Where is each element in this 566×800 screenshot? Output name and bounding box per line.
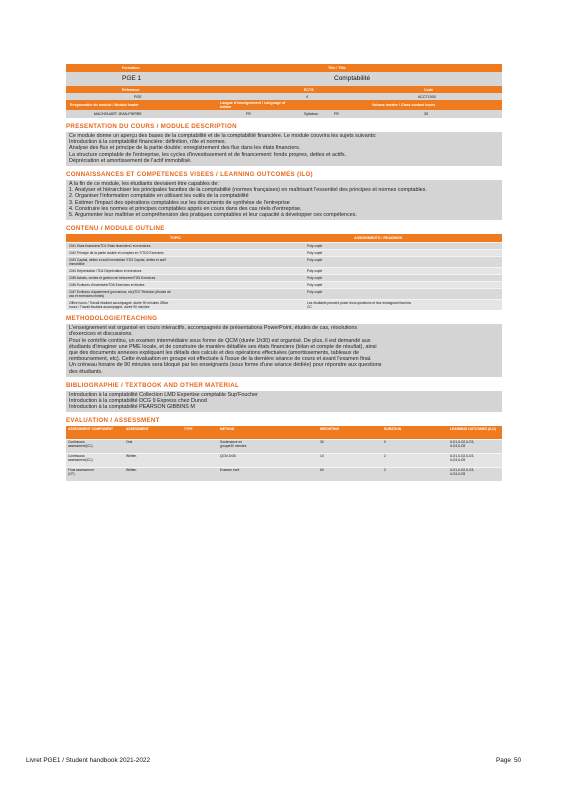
eval-duration: 2 bbox=[384, 468, 386, 473]
eval-assessment: Written bbox=[126, 454, 137, 459]
eval-method: Examen écrit bbox=[220, 468, 240, 473]
table-row bbox=[66, 439, 502, 453]
eval-weighting: 30 bbox=[320, 440, 324, 445]
table-row bbox=[66, 267, 502, 274]
reference-label: Reference bbox=[122, 87, 140, 92]
bibliography-body bbox=[66, 391, 502, 413]
reference-row bbox=[66, 93, 502, 100]
syllabus-value: FR bbox=[334, 112, 339, 116]
learning-outcomes-body bbox=[66, 180, 502, 220]
code-value: ACCT1000 bbox=[418, 94, 436, 99]
table-row bbox=[66, 281, 502, 288]
eval-method: Soutenance en bbox=[220, 440, 243, 445]
eval-method: groupe30 minutes bbox=[220, 444, 247, 449]
eval-header-component: ASSESSMENT COMPONENT bbox=[68, 427, 114, 432]
formation-label: Formation bbox=[122, 66, 140, 70]
topic-cell: CM3 Capital, dettes et actif immobilisé /TD3 Capital, dettes et actif bbox=[69, 258, 166, 263]
leader-value: MACHOUART JEAN-PIERRE bbox=[94, 112, 142, 116]
outcome-line: 2. Organiser l'information comptable en utilisant les outils de la comptabilité bbox=[69, 193, 249, 200]
language-value: FR bbox=[246, 112, 251, 116]
table-row bbox=[66, 288, 502, 299]
eval-component: Continuous bbox=[68, 440, 85, 445]
language-label: Langue d'enseignement / Language of tuition bbox=[220, 100, 286, 109]
table-row bbox=[66, 256, 502, 267]
presentation-line: Introduction à la comptabilité financière: définition, rôle et normes. bbox=[69, 139, 227, 146]
reading-cell: Poly copié bbox=[307, 290, 323, 295]
eval-assessment: Oral bbox=[126, 440, 133, 445]
formation-header-bar bbox=[66, 64, 502, 72]
topic-cell: CM1 Etats financiers/TD1 Etats financiers1 et exercices bbox=[69, 244, 151, 249]
table-row bbox=[66, 274, 502, 281]
eval-weighting: 60 bbox=[320, 468, 324, 473]
formation-row bbox=[66, 72, 502, 86]
eval-duration: 0 bbox=[384, 440, 386, 445]
eval-header-assessment: ASSESSMENT bbox=[126, 427, 149, 432]
reference-header-bar bbox=[66, 86, 502, 93]
reading-cell: Les étudiants peuvent poser leurs questions et leur enseignant fournira bbox=[307, 301, 411, 306]
table-row bbox=[66, 299, 502, 310]
eval-ilo: ILO4,ILO5 bbox=[450, 472, 466, 477]
eval-ilo: ILO1,ILO2,ILO3, bbox=[450, 454, 475, 459]
evaluation-title: EVALUATION / ASSESSMENT bbox=[66, 417, 160, 425]
evaluation-header bbox=[66, 426, 502, 439]
eval-component: assessment(CC) bbox=[68, 458, 93, 463]
evaluation-table bbox=[66, 439, 502, 481]
eval-weighting: 10 bbox=[320, 454, 324, 459]
eval-ilo: ILO4,ILO5 bbox=[450, 444, 466, 449]
syllabus-page bbox=[66, 64, 502, 481]
topic-header: TOPIC bbox=[170, 236, 181, 241]
reading-cell: Poly copié bbox=[307, 258, 323, 263]
eval-header-ilo: LEARNING OUTCOMES (ILO) bbox=[450, 427, 496, 432]
methodology-line: L'enseignement est organisé en cours interactifs, accompagnés de présentations PowerPoint, études de cas, résolutions bbox=[69, 325, 358, 332]
eval-header-method: METHOD bbox=[220, 427, 235, 432]
table-row bbox=[66, 249, 502, 256]
assignments-header: ASSIGNMENTS / READINGS bbox=[354, 236, 403, 241]
table-row bbox=[66, 453, 502, 467]
topic-cell: cas et exercices mixtes) bbox=[69, 294, 105, 299]
outcome-line: 5. Argumenter leur maîtrise et compréhension des pratiques comptables et leur capacité à développer ces compétences. bbox=[69, 212, 357, 219]
reading-cell: Poly copié bbox=[307, 269, 323, 274]
reference-value: PGE bbox=[134, 94, 142, 99]
presentation-line: Ce module donne un aperçu des bases de la comptabilité et de la comptabilité financière. Le module couvrira les sujets suivants: bbox=[69, 133, 377, 139]
eval-ilo: ILO1,ILO2,ILO3, bbox=[450, 440, 475, 445]
eval-assessment: Written bbox=[126, 468, 137, 473]
outcome-line: 1. Analyser et hiérarchiser les principales facettes de la comptabilité (normes françaises) en maîtrisant l'essentiel des principes et normes comptables. bbox=[69, 187, 427, 194]
topic-cell: CM6 Ecritures d'inventaire/TD6 Exercices et études bbox=[69, 283, 145, 288]
bibliography-line: Introduction à la comptabilité Collection LMD Expertise comptable Sup'Foucher bbox=[69, 391, 258, 398]
handbook-label: Livret PGE1 / Student handbook 2021-2022 bbox=[26, 757, 150, 764]
presentation-title: PRESENTATION DU COURS / MODULE DESCRIPTION bbox=[66, 123, 237, 130]
presentation-line: La structure comptable de l'entreprise, les cycles d'investissement et de financement: fonds propres, dettes et actifs. bbox=[69, 151, 347, 158]
outcome-line: 4. Construire les normes et principes comptables appris en cours dans des cas réels d'entreprise. bbox=[69, 205, 302, 212]
ects-value: 4 bbox=[306, 94, 308, 99]
outline-header-bar bbox=[66, 234, 502, 242]
reading-cell: Poly copié bbox=[307, 251, 323, 256]
presentation-line: Analyse des flux et principe de la partie double: enregistrement des flux dans les états financiers. bbox=[69, 145, 301, 152]
eval-ilo: ILO4,ILO5 bbox=[450, 458, 466, 463]
leader-header-bar bbox=[66, 100, 502, 110]
eval-header-type: TYPE bbox=[184, 427, 193, 432]
topic-cell: CM7 Ecritures d'ajustement (provisions, etc)/TD7 Révision (études de bbox=[69, 290, 171, 295]
topic-cell: immobilisé bbox=[69, 262, 85, 267]
topic-cell: CM5 Achats, ventes et gestion de trésorerie/TD5 Exercices bbox=[69, 276, 156, 281]
reading-cell: CC bbox=[307, 305, 312, 310]
reading-cell: Poly copié bbox=[307, 276, 323, 281]
code-label: Code bbox=[424, 87, 433, 92]
methodology-line: Un créneau horaire de 90 minutes sera bloqué par les enseignants (sous forme d'une séance dédiée) pour répondre aux questions bbox=[69, 362, 382, 369]
program-name: PGE 1 bbox=[122, 75, 142, 82]
reading-cell: Poly copié bbox=[307, 283, 323, 288]
eval-component: Continuous bbox=[68, 454, 85, 459]
methodology-line: Pour le contrôle continu, un examen intermédiaire sous forme de QCM (durée 1h30) est organisé. De plus, il est demandé aux bbox=[69, 337, 371, 344]
topic-cell: hours / Travail étudiant accompagné, durée 90 minutes bbox=[69, 305, 150, 310]
presentation-line: Dépréciation et amortissement de l'actif immobilisé. bbox=[69, 157, 192, 164]
eval-component: assessment(CC) bbox=[68, 444, 93, 449]
title-label: Title / Title bbox=[328, 66, 346, 70]
methodology-title: METHODOLOGIE/TEACHING bbox=[66, 315, 158, 323]
ects-label: ECTS bbox=[304, 87, 314, 92]
methodology-body bbox=[66, 324, 502, 377]
eval-header-weighting: WEIGHTING bbox=[320, 427, 340, 432]
topic-cell: CM2 Principe de la partie double et comptes en T/TD2 Exercices bbox=[69, 251, 164, 256]
hours-value: 35 bbox=[424, 112, 428, 116]
eval-duration: 2 bbox=[384, 454, 386, 459]
eval-method: QCM 1h30 bbox=[220, 454, 236, 459]
topic-cell: CM4 Dépréciation /TD4 Dépréciation et exercices bbox=[69, 269, 142, 274]
eval-header-duration: DURATION bbox=[384, 427, 402, 432]
syllabus-label: Syllabus: bbox=[304, 112, 319, 116]
bibliography-line: Introduction à la comptabilité PEARSON GIBBINS M bbox=[69, 404, 195, 411]
page-label: Page bbox=[496, 757, 511, 764]
methodology-line: d'exercices et discussions. bbox=[69, 331, 133, 338]
bibliography-title: BIBLIOGRAPHIE / TEXTBOOK AND OTHER MATERIAL bbox=[66, 381, 240, 389]
table-row bbox=[66, 242, 502, 249]
leader-row bbox=[66, 110, 502, 118]
eval-ilo: ILO1,ILO2,ILO3, bbox=[450, 468, 475, 473]
presentation-body bbox=[66, 132, 502, 166]
eval-component: (CF) bbox=[68, 472, 75, 477]
outcome-line: A la fin de ce module, les étudiants devraient être capables de: bbox=[69, 181, 219, 188]
module-outline-title: CONTENU / MODULE OUTLINE bbox=[66, 225, 165, 233]
methodology-line: étudiants d'imaginer une PME locale, et de construire de manière détaillée ses états financiers (bilan et compte de résultat), ainsi bbox=[69, 343, 377, 350]
learning-outcomes-title: CONNAISSANCES ET COMPETENCES VISEES / LEARNING OUTCOMES (ILO) bbox=[66, 171, 313, 179]
reading-cell: Poly copié bbox=[307, 244, 323, 249]
leader-label: Responsable du module / Module leader bbox=[70, 103, 139, 107]
course-title: Comptabilité bbox=[334, 75, 371, 82]
methodology-line: remboursement, etc). Cette évaluation en groupe est effectuée à l'issue de la dernière séance de cours et avant l'examen final. bbox=[69, 356, 372, 363]
page-number: 50 bbox=[514, 757, 522, 764]
topic-cell: Office hours / Travail étudiant accompagné, durée 90 minutes Office bbox=[69, 301, 169, 306]
hours-label: Volume horaire / Class contact hours bbox=[372, 103, 436, 107]
outline-table bbox=[66, 242, 502, 310]
eval-component: Final assessment bbox=[68, 468, 94, 473]
methodology-line: que des documents annexes expliquant les détails des calculs et des opérations effectuées (amortissements, tableaux de bbox=[69, 350, 359, 357]
table-row bbox=[66, 467, 502, 481]
methodology-line: des étudiants. bbox=[69, 368, 103, 375]
bibliography-line: Introduction à la comptabilité DCG 9 Express chez Dunod bbox=[69, 398, 207, 405]
outcome-line: 3. Estimer l'impact des opérations comptables sur les documents de synthèse de l'entreprise bbox=[69, 199, 290, 206]
